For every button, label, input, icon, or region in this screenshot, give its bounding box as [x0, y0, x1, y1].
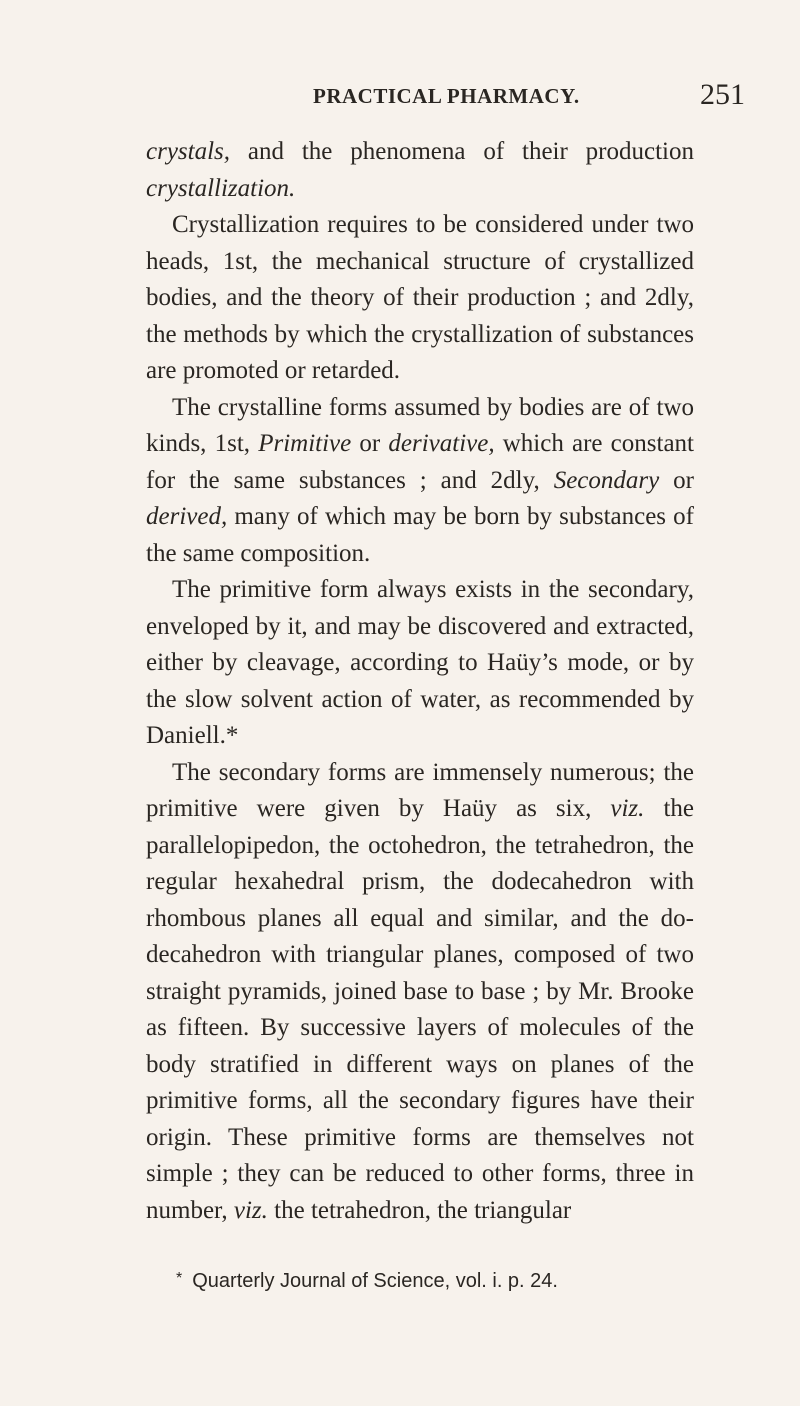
- paragraph: [146, 207, 694, 390]
- italic-text: crystals,: [146, 138, 231, 165]
- italic-text: viz.: [233, 1196, 268, 1224]
- text-run: The crystalline forms assumed by bodies are of two kinds, 1st,: [146, 393, 694, 457]
- footnote-text: Quarterly Journal of Science, vol. i. p. 24.: [192, 1270, 558, 1292]
- italic-text: viz.: [610, 795, 645, 822]
- text-run: many of which may be born by substances of the same composition.: [146, 503, 694, 567]
- italic-text: Primitive: [258, 430, 352, 457]
- text-run: The primitive form always exists in the secondary, enveloped by it, and may be discovered and extracted, either by cleavage, according to Haüy’s mode, or by the slow solvent action of water, as recommended by Daniell.*: [146, 576, 694, 749]
- text-run: Crystallization requires to be considered under two heads, 1st, the mechanical structure of crystallized bodies, and the theory of their production ; and 2dly, the methods by which the crystallization of substances are promoted or retarded.: [146, 211, 694, 384]
- paragraph: [146, 572, 694, 755]
- italic-text: derivative,: [388, 430, 495, 457]
- italic-text: derived,: [146, 503, 228, 530]
- text-run: The secondary forms are immensely numerous; the primitive were given by Haüy as six,: [146, 758, 694, 822]
- paragraph: [146, 390, 694, 573]
- footnote: [176, 1270, 558, 1293]
- text-run: or: [351, 430, 389, 457]
- page-header: [0, 78, 800, 124]
- text-run: the parallelopipedon, the octohedron, the tetrahedron, the regular hexahedral prism, the dodecahedron with rhombous planes all equal and similar, and the dodecahedron with triangular planes, composed of two straight pyramids, joined base to base ; by Mr. Brooke as fifteen. By successive layers of molecules of the body stratified in different ways on planes of the primitive forms, all the secondary figures have their origin. These primitive forms are themselves not simple ; they can be reduced to other forms, three in number,: [146, 795, 694, 1224]
- text-run: and the phenomena of their production: [230, 138, 694, 165]
- text-run: the tetrahedron, the triangular: [267, 1196, 572, 1224]
- italic-text: crystallization.: [146, 174, 296, 202]
- paragraph: [146, 755, 694, 1230]
- page-number: 251: [700, 78, 745, 111]
- text-run: which are constant for the same substances ; and 2dly,: [146, 430, 694, 494]
- footnote-mark: *: [176, 1270, 183, 1287]
- body-text: [146, 134, 694, 1229]
- italic-text: Secondary: [553, 466, 660, 494]
- running-head: PRACTICAL PHARMACY.: [313, 84, 580, 108]
- text-run: or: [659, 466, 694, 494]
- paragraph: [146, 134, 694, 207]
